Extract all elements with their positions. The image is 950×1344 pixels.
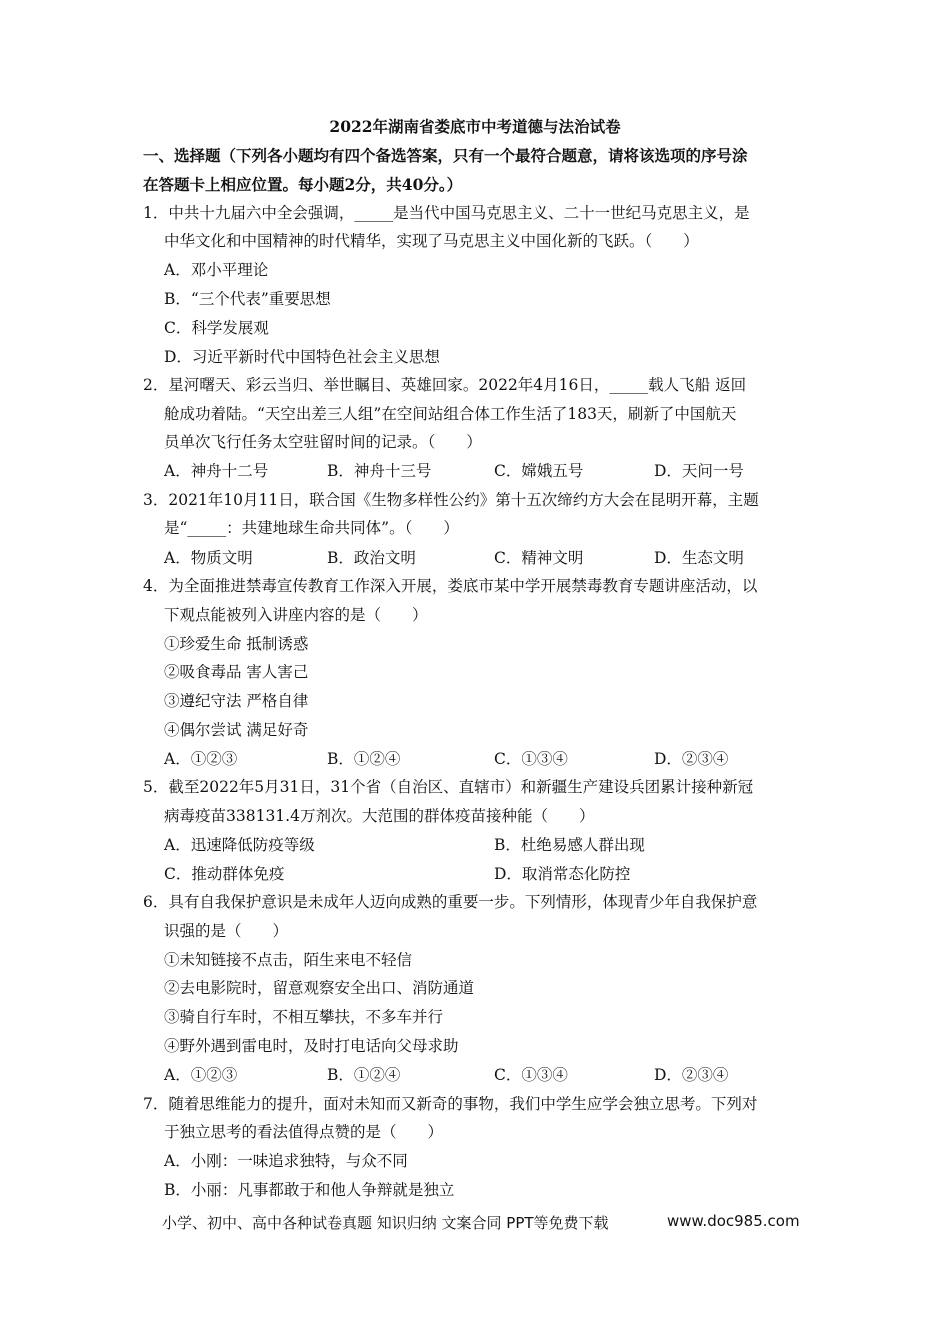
question-1-option-c: C．科学发展观 [164, 319, 269, 337]
question-2-option-c: C．嫦娥五号 [494, 462, 584, 480]
question-4-item-2: ②吸食毒品 害人害己 [164, 663, 309, 681]
question-2-option-a: A．神舟十二号 [164, 462, 269, 480]
question-5-option-c: C．推动群体免疫 [164, 865, 285, 883]
footer-link[interactable]: www.doc985.com [667, 1212, 800, 1230]
question-1-option-b: B．“三个代表”重要思想 [164, 290, 331, 308]
question-6-stem: 6．具有自我保护意识是未成年人迈向成熟的重要一步。下列情形，体现青少年自我保护意 [143, 893, 758, 911]
question-3-option-c: C．精神文明 [494, 549, 584, 567]
footer-text: 小学、初中、高中各种试卷真题 知识归纳 文案合同 PPT等免费下载 [162, 1214, 609, 1232]
question-2-option-d: D．天问一号 [654, 462, 744, 480]
question-5-option-a: A．迅速降低防疫等级 [164, 836, 315, 854]
question-5-option-d: D．取消常态化防控 [494, 865, 631, 883]
question-6-option-c: C．①③④ [494, 1066, 568, 1084]
question-6-item-2: ②去电影院时，留意观察安全出口、消防通道 [164, 979, 475, 997]
question-4-option-b: B．①②④ [327, 750, 401, 768]
question-4-item-3: ③遵纪守法 严格自律 [164, 692, 309, 710]
question-1-option-d: D．习近平新时代中国特色社会主义思想 [164, 348, 440, 366]
question-3-option-a: A．物质文明 [164, 549, 253, 567]
question-6-item-3: ③骑自行车时，不相互攀扶，不多车并行 [164, 1008, 444, 1026]
question-4-option-c: C．①③④ [494, 750, 568, 768]
question-4-item-1: ①珍爱生命 抵制诱惑 [164, 635, 309, 653]
question-3-option-d: D．生态文明 [654, 549, 744, 567]
question-4-option-a: A．①②③ [164, 750, 238, 768]
question-6-option-a: A．①②③ [164, 1066, 238, 1084]
question-5-stem: 5．截至2022年5月31日，31个省（自治区、直辖市）和新疆生产建设兵团累计接种新冠 [143, 778, 754, 796]
question-7-stem: 7．随着思维能力的提升，面对未知而又新奇的事物，我们中学生应学会独立思考。下列对 [143, 1095, 758, 1113]
page-title: 2022年湖南省娄底市中考道德与法治试卷 [329, 117, 621, 136]
question-6-option-b: B．①②④ [327, 1066, 401, 1084]
question-1-stem: 中华文化和中国精神的时代精华，实现了马克思主义中国化新的飞跃。（ ） [164, 232, 699, 250]
question-6-option-d: D．②③④ [654, 1066, 729, 1084]
question-7-option-a: A．小刚：一味追求独特，与众不同 [164, 1152, 408, 1170]
section-heading-cont: 在答题卡上相应位置。每小题2分，共40分。） [143, 175, 463, 194]
question-4-stem: 下观点能被列入讲座内容的是（ ） [164, 606, 428, 624]
question-7-stem: 于独立思考的看法值得点赞的是（ ） [164, 1123, 444, 1141]
section-heading: 一、选择题（下列各小题均有四个备选答案，只有一个最符合题意，请将该选项的序号涂 [143, 146, 748, 165]
page-footer [162, 1212, 800, 1233]
question-5-option-b: B．杜绝易感人群出现 [494, 836, 645, 854]
question-6-stem: 识强的是（ ） [164, 922, 289, 940]
question-3-stem: 是“_____：共建地球生命共同体”。（ ） [164, 519, 459, 537]
question-4-stem: 4．为全面推进禁毒宣传教育工作深入开展，娄底市某中学开展禁毒教育专题讲座活动，以 [143, 577, 758, 595]
question-6-item-1: ①未知链接不点击，陌生来电不轻信 [164, 951, 413, 969]
question-1-stem: 1．中共十九届六中全会强调，_____是当代中国马克思主义、二十一世纪马克思主义，是 [143, 204, 750, 222]
question-2-stem: 员单次飞行任务太空驻留时间的记录。（ ） [164, 433, 482, 451]
question-5-stem: 病毒疫苗338131.4万剂次。大范围的群体疫苗接种能（ ） [164, 807, 595, 825]
question-2-stem: 舱成功着陆。“天空出差三人组”在空间站组合体工作生活了183天，刷新了中国航天 [164, 405, 737, 423]
question-6-item-4: ④野外遇到雷电时，及时打电话向父母求助 [164, 1037, 459, 1055]
question-2-option-b: B．神舟十三号 [327, 462, 432, 480]
question-1-option-a: A．邓小平理论 [164, 261, 269, 279]
question-3-option-b: B．政治文明 [327, 549, 416, 567]
question-3-stem: 3．2021年10月11日，联合国《生物多样性公约》第十五次缔约方大会在昆明开幕，主题 [143, 491, 759, 509]
question-4-item-4: ④偶尔尝试 满足好奇 [164, 721, 309, 739]
question-7-option-b: B．小丽：凡事都敢于和他人争辩就是独立 [164, 1181, 455, 1199]
question-2-stem: 2．星河曙天、彩云当归、举世瞩目、英雄回家。2022年4月16日，_____载人飞船 返回 [143, 376, 747, 394]
question-4-option-d: D．②③④ [654, 750, 729, 768]
